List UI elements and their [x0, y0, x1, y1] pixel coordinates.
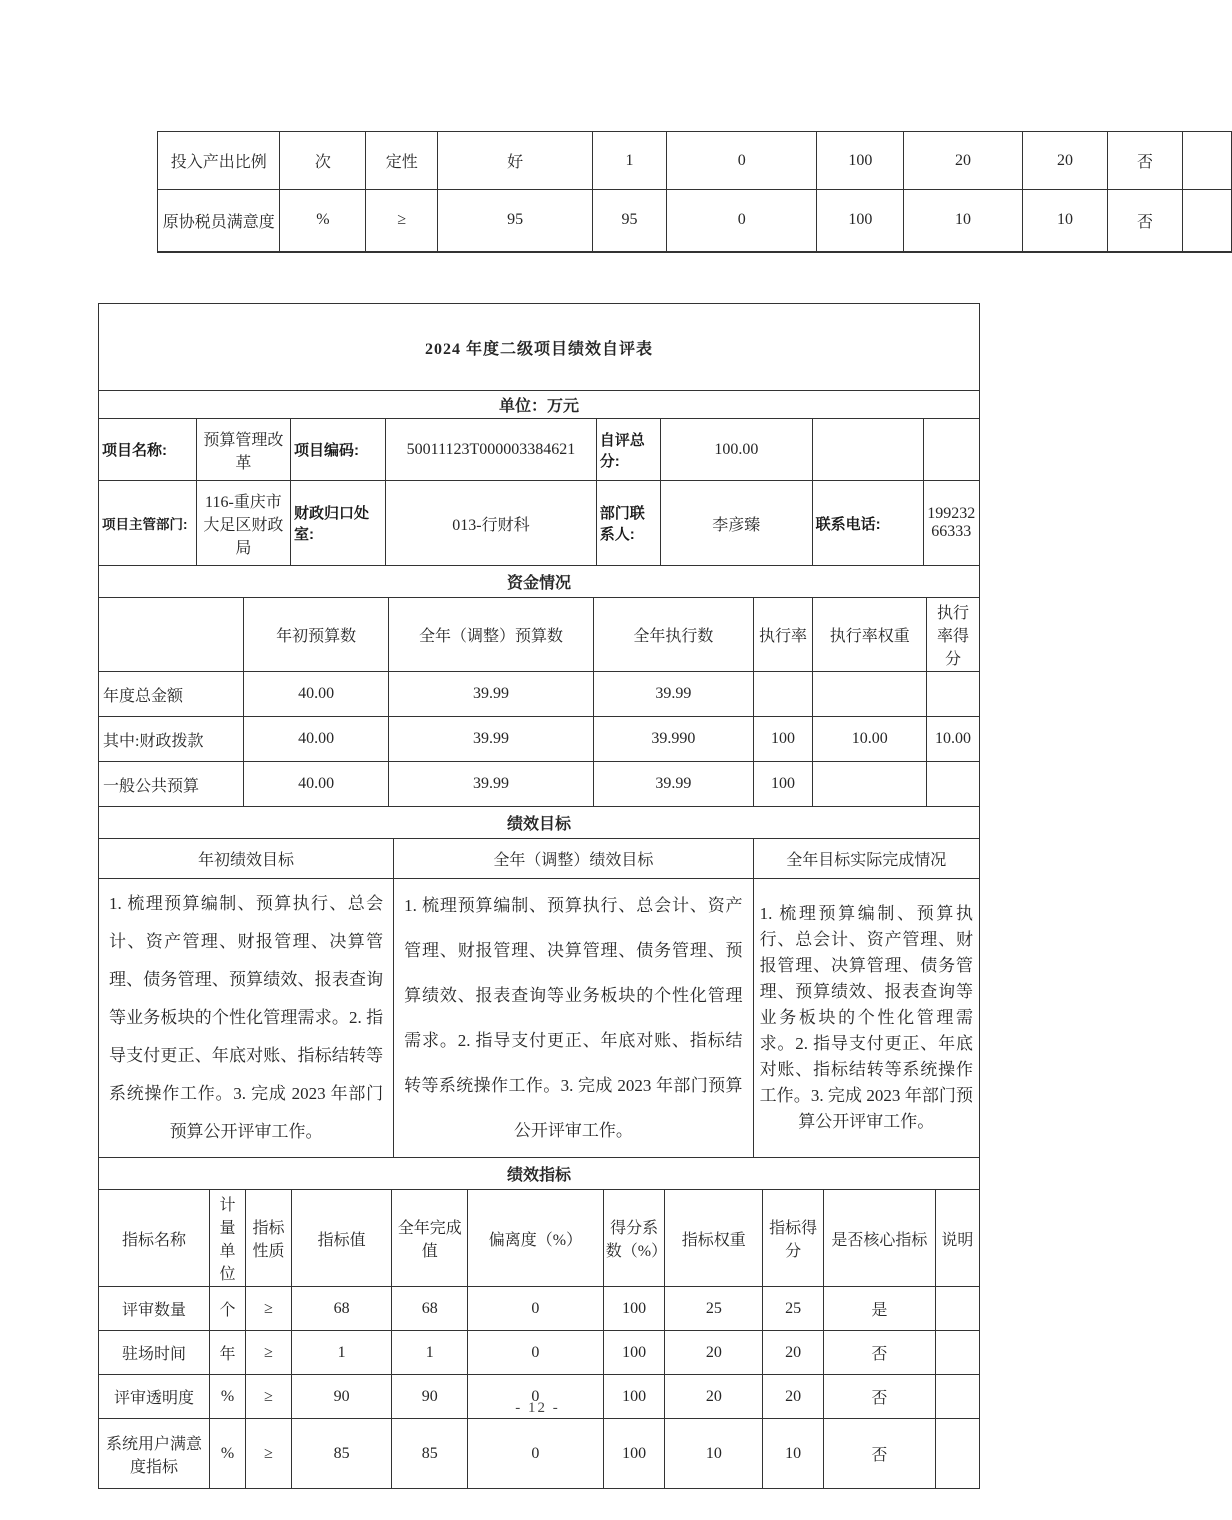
table-cell: 好: [438, 132, 593, 190]
table-row: [99, 762, 980, 807]
adjusted-goal-text: 1. 梳理预算编制、预算执行、总会计、资产管理、财报管理、决算管理、债务管理、预算绩效、报表查询等业务板块的个性化管理需求。2. 指导支付更正、年底对账、指标结转等系统操作工作。3. 完成 2023 年部门预算公开评审工作。: [394, 879, 753, 1158]
table-cell: 投入产出比例: [158, 132, 280, 190]
table-cell: ≥: [366, 190, 438, 252]
table-header-row: [99, 1190, 980, 1287]
contact-label: 部门联系人:: [596, 481, 660, 566]
table-cell: 次: [280, 132, 366, 190]
table-cell: [935, 1331, 979, 1375]
table-cell: 执行率权重: [813, 598, 927, 672]
empty-cell: [923, 419, 979, 481]
table-cell: 评审透明度: [99, 1375, 210, 1419]
previous-page-indicators-table: [157, 131, 1232, 253]
table-cell: 评审数量: [99, 1287, 210, 1331]
table-cell: 39.990: [594, 717, 753, 762]
self-score-label: 自评总分:: [596, 419, 660, 481]
table-cell: 95: [592, 190, 666, 252]
funding-table: [98, 597, 980, 807]
table-cell: %: [210, 1375, 246, 1419]
table-row: [99, 481, 980, 566]
table-cell: 10.00: [927, 717, 980, 762]
table-cell: 系统用户满意度指标: [99, 1419, 210, 1489]
table-cell: 0: [667, 190, 817, 252]
table-cell: 40.00: [244, 762, 388, 807]
table-cell: [1182, 132, 1231, 190]
phone-value: 19923266333: [923, 481, 979, 566]
table-cell: 其中:财政拨款: [99, 717, 244, 762]
finance-office-value: 013-行财科: [386, 481, 597, 566]
table-cell: 39.99: [388, 672, 593, 717]
table-cell: 95: [438, 190, 593, 252]
table-cell: ≥: [246, 1331, 292, 1375]
section-title-indicators: 绩效指标: [99, 1158, 980, 1190]
form-title: 2024 年度二级项目绩效自评表: [99, 304, 980, 391]
empty-cell: [812, 419, 923, 481]
table-cell: [813, 762, 927, 807]
table-cell: 1: [291, 1331, 391, 1375]
table-row: [99, 879, 980, 1158]
table-header-row: [99, 839, 980, 879]
table-row: [99, 1419, 980, 1489]
table-cell: 39.99: [388, 762, 593, 807]
goals-table: [98, 838, 980, 1158]
table-cell: 0: [468, 1287, 604, 1331]
table-cell: 85: [291, 1419, 391, 1489]
form-title-table: [98, 303, 980, 419]
table-cell: 20: [904, 132, 1022, 190]
phone-label: 联系电话:: [812, 481, 923, 566]
table-cell: 指标权重: [665, 1190, 763, 1287]
table-cell: 85: [392, 1419, 468, 1489]
project-name-value: 预算管理改革: [196, 419, 290, 481]
table-cell: 90: [392, 1375, 468, 1419]
table-cell: 否: [823, 1375, 935, 1419]
table-cell: 驻场时间: [99, 1331, 210, 1375]
table-cell: 10: [665, 1419, 763, 1489]
table-cell: 全年（调整）预算数: [388, 598, 593, 672]
table-cell: %: [280, 190, 366, 252]
table-cell: 年度总金额: [99, 672, 244, 717]
self-evaluation-form: [98, 303, 980, 1489]
table-cell: 执行率: [753, 598, 813, 672]
project-code-label: 项目编码:: [291, 419, 386, 481]
table-cell: 20: [1022, 132, 1108, 190]
table-cell: 0: [468, 1375, 604, 1419]
table-cell: 年初预算数: [244, 598, 388, 672]
page-number: - 12 -: [515, 1400, 560, 1416]
table-cell: %: [210, 1419, 246, 1489]
table-cell: 年: [210, 1331, 246, 1375]
table-cell: 计量单位: [210, 1190, 246, 1287]
table-cell: [927, 672, 980, 717]
table-row: [99, 717, 980, 762]
table-cell: 全年目标实际完成情况: [753, 839, 979, 879]
table-cell: 否: [1108, 132, 1182, 190]
table-row: [99, 1287, 980, 1331]
table-cell: 执行率得分: [927, 598, 980, 672]
table-cell: 68: [291, 1287, 391, 1331]
table-row: [158, 190, 1232, 252]
funding-section-bar: [98, 565, 980, 598]
table-cell: 1: [592, 132, 666, 190]
table-row: [99, 419, 980, 481]
table-cell: 100: [753, 762, 813, 807]
table-row: [158, 132, 1232, 190]
table-cell: 39.99: [594, 672, 753, 717]
self-score-value: 100.00: [661, 419, 813, 481]
table-cell: 25: [763, 1287, 824, 1331]
table-cell: 偏离度（%）: [468, 1190, 604, 1287]
table-cell: 否: [823, 1331, 935, 1375]
table-cell: 0: [468, 1331, 604, 1375]
table-cell: 68: [392, 1287, 468, 1331]
table-cell: 是: [823, 1287, 935, 1331]
table-cell: [99, 598, 244, 672]
dept-value: 116-重庆市大足区财政局: [196, 481, 290, 566]
table-cell: 20: [665, 1375, 763, 1419]
section-title-funding: 资金情况: [99, 566, 980, 598]
table-cell: 个: [210, 1287, 246, 1331]
table-cell: 一般公共预算: [99, 762, 244, 807]
table-cell: [753, 672, 813, 717]
table-cell: 10: [763, 1419, 824, 1489]
table-cell: 指标名称: [99, 1190, 210, 1287]
indicators-table: [98, 1189, 980, 1489]
table-header-row: [99, 598, 980, 672]
table-cell: 定性: [366, 132, 438, 190]
table-row: [99, 1331, 980, 1375]
table-cell: 100: [603, 1419, 665, 1489]
goals-section-bar: [98, 806, 980, 839]
table-row: [99, 672, 980, 717]
finance-office-label: 财政归口处室:: [291, 481, 386, 566]
indicators-section-bar: [98, 1157, 980, 1190]
table-cell: 39.99: [594, 762, 753, 807]
table-cell: 指标值: [291, 1190, 391, 1287]
table-cell: 说明: [935, 1190, 979, 1287]
table-cell: [813, 672, 927, 717]
table-cell: 年初绩效目标: [99, 839, 394, 879]
table-cell: 100: [817, 190, 904, 252]
table-cell: 全年完成值: [392, 1190, 468, 1287]
table-cell: ≥: [246, 1419, 292, 1489]
table-cell: 原协税员满意度: [158, 190, 280, 252]
table-cell: 否: [1108, 190, 1182, 252]
table-cell: 指标得分: [763, 1190, 824, 1287]
table-cell: 20: [665, 1331, 763, 1375]
table-cell: 指标性质: [246, 1190, 292, 1287]
table-cell: 1: [392, 1331, 468, 1375]
table-cell: 90: [291, 1375, 391, 1419]
unit-label: 单位：万元: [99, 391, 980, 419]
table-cell: 40.00: [244, 717, 388, 762]
table-cell: ≥: [246, 1287, 292, 1331]
table-cell: 100: [753, 717, 813, 762]
table-cell: 100: [817, 132, 904, 190]
table-cell: 0: [468, 1419, 604, 1489]
table-cell: 全年执行数: [594, 598, 753, 672]
contact-value: 李彦臻: [661, 481, 813, 566]
project-code-value: 50011123T000003384621: [386, 419, 597, 481]
table-cell: 10: [1022, 190, 1108, 252]
table-cell: 10.00: [813, 717, 927, 762]
table-cell: 40.00: [244, 672, 388, 717]
initial-goal-text: 1. 梳理预算编制、预算执行、总会计、资产管理、财报管理、决算管理、债务管理、预算绩效、报表查询等业务板块的个性化管理需求。2. 指导支付更正、年底对账、指标结转等系统操作工作。3. 完成 2023 年部门预算公开评审工作。: [99, 879, 394, 1158]
table-cell: 100: [603, 1331, 665, 1375]
table-cell: 39.99: [388, 717, 593, 762]
project-name-label: 项目名称:: [99, 419, 197, 481]
table-cell: 全年（调整）绩效目标: [394, 839, 753, 879]
table-cell: 100: [603, 1287, 665, 1331]
table-cell: 否: [823, 1419, 935, 1489]
table-cell: 25: [665, 1287, 763, 1331]
actual-completion-text: 1. 梳理预算编制、预算执行、总会计、资产管理、财报管理、决算管理、债务管理、预算绩效、报表查询等业务板块的个性化管理需求。2. 指导支付更正、年底对账、指标结转等系统操作工作。3. 完成 2023 年部门预算公开评审工作。: [753, 879, 979, 1158]
table-cell: [927, 762, 980, 807]
table-cell: [1182, 190, 1231, 252]
table-cell: [935, 1419, 979, 1489]
table-cell: 100: [603, 1375, 665, 1419]
table-cell: 0: [667, 132, 817, 190]
table-cell: 得分系数（%）: [603, 1190, 665, 1287]
table-cell: ≥: [246, 1375, 292, 1419]
table-cell: 20: [763, 1331, 824, 1375]
table-cell: [935, 1287, 979, 1331]
table-cell: 是否核心指标: [823, 1190, 935, 1287]
table-cell: 20: [763, 1375, 824, 1419]
section-title-goals: 绩效目标: [99, 807, 980, 839]
table-cell: 10: [904, 190, 1022, 252]
dept-label: 项目主管部门:: [99, 481, 197, 566]
project-info-table: [98, 418, 980, 566]
